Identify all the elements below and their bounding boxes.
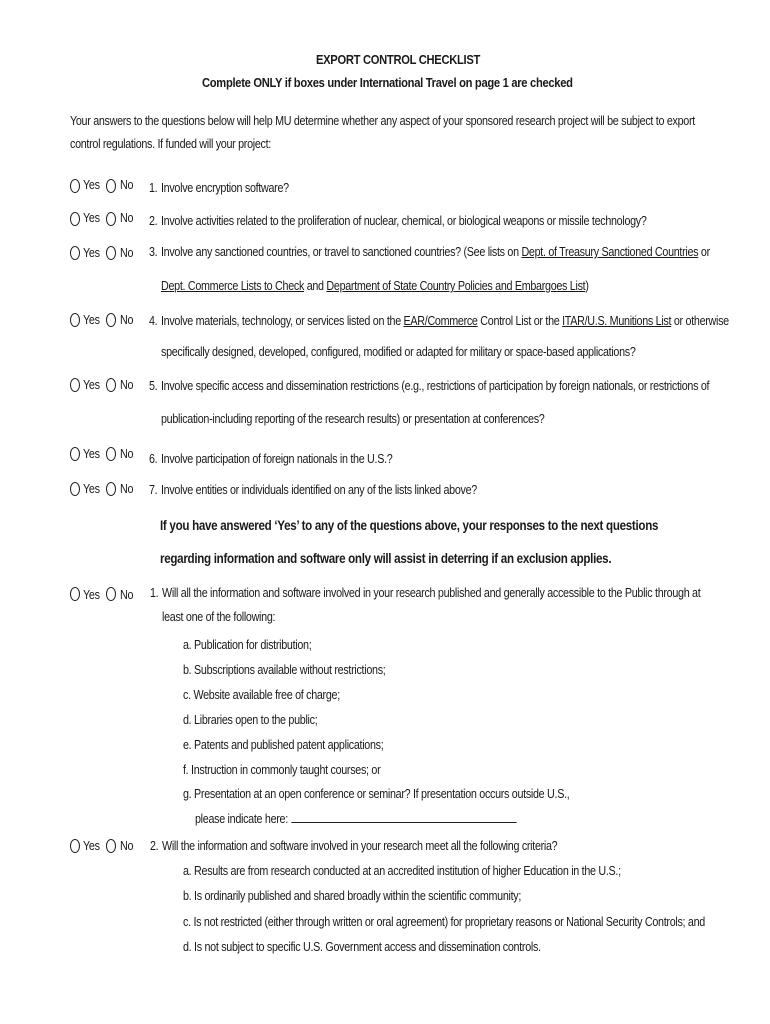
q7-no-radio[interactable] [106, 482, 116, 496]
ex1-item: c. Website available free of charge; [183, 688, 340, 702]
q5-no-label: No [120, 378, 134, 392]
q7-yes-radio[interactable] [70, 482, 80, 496]
q6-text: Involve participation of foreign nationals in the U.S.? [161, 452, 393, 466]
q6-no-label: No [120, 447, 134, 461]
ex1-number: 1. [150, 586, 159, 600]
ex2-no-radio[interactable] [106, 839, 116, 853]
ex1-item: e. Patents and published patent applications; [183, 738, 384, 752]
q2-no-label: No [120, 211, 134, 225]
q7-yes-label: Yes [83, 482, 100, 496]
q3-text-c: and [304, 279, 327, 293]
q5-line-1: Involve specific access and dissemination restrictions (e.g., restrictions of participation by foreign nationals, or restrictions of [161, 379, 710, 393]
q2-number: 2. [149, 214, 158, 228]
q7-text: Involve entities or individuals identified on any of the lists linked above? [161, 483, 477, 497]
q1-no-radio[interactable] [106, 179, 116, 193]
q2-yes-radio[interactable] [70, 212, 80, 226]
q4-yes-label: Yes [83, 313, 100, 327]
q6-no-radio[interactable] [106, 447, 116, 461]
q3-line-2 [161, 279, 589, 294]
ex2-item: c. Is not restricted (either through written or oral agreement) for proprietary reasons or National Security Controls; and [183, 915, 705, 929]
q6-yes-label: Yes [83, 447, 100, 461]
q1-yes-radio[interactable] [70, 179, 80, 193]
exclusion-note-line-1: If you have answered ‘Yes’ to any of the questions above, your responses to the next questions [160, 518, 659, 533]
q3-text-a: Involve any sanctioned countries, or travel to sanctioned countries? (See lists on [161, 245, 522, 259]
indicate-label: please indicate here: [195, 812, 288, 826]
ex1-line-2: least one of the following: [162, 610, 276, 624]
q4-number: 4. [149, 314, 158, 328]
q2-text: Involve activities related to the proliferation of nuclear, chemical, or biological weapons or missile technology? [161, 214, 647, 228]
ear-commerce-link[interactable]: EAR/Commerce [403, 314, 478, 328]
q4-text-b: Control List or the [477, 314, 563, 328]
q5-yes-radio[interactable] [70, 378, 80, 392]
ex1-item: b. Subscriptions available without restrictions; [183, 663, 386, 677]
q1-yes-label: Yes [83, 178, 100, 192]
q1-number: 1. [149, 181, 158, 195]
q5-yes-label: Yes [83, 378, 100, 392]
q2-yes-label: Yes [83, 211, 100, 225]
itar-munitions-link[interactable]: ITAR/U.S. Munitions List [562, 314, 672, 328]
q7-number: 7. [149, 483, 158, 497]
ex1-yes-label: Yes [83, 588, 100, 602]
ex1-yes-radio[interactable] [70, 587, 80, 601]
page-title: EXPORT CONTROL CHECKLIST [316, 52, 481, 67]
q3-yes-label: Yes [83, 246, 100, 260]
ex1-no-radio[interactable] [106, 587, 116, 601]
q3-no-label: No [120, 246, 134, 260]
ex2-number: 2. [150, 839, 159, 853]
ex2-item: b. Is ordinarily published and shared broadly within the scientific community; [183, 889, 522, 903]
q5-number: 5. [149, 379, 158, 393]
page-subtitle: Complete ONLY if boxes under International Travel on page 1 are checked [202, 75, 573, 90]
ex1-item: d. Libraries open to the public; [183, 713, 318, 727]
state-embargoes-link[interactable]: Department of State Country Policies and Embargoes List [326, 279, 586, 293]
ex1-line-1: Will all the information and software involved in your research published and generally accessible to the Public through at [162, 586, 701, 600]
q3-yes-radio[interactable] [70, 246, 80, 260]
commerce-lists-link[interactable]: Dept. Commerce Lists to Check [161, 279, 305, 293]
q4-line-2: specifically designed, developed, configured, modified or adapted for military or space-based applications? [161, 345, 636, 359]
ex1-item: f. Instruction in commonly taught courses; or [183, 763, 381, 777]
intro-line-2: control regulations. If funded will your project: [70, 137, 271, 151]
q5-line-2: publication-including reporting of the research results) or presentation at conferences? [161, 412, 545, 426]
q3-line-1 [161, 245, 710, 260]
q1-no-label: No [120, 178, 134, 192]
ex2-no-label: No [120, 839, 134, 853]
indicate-row [195, 811, 517, 827]
q3-text-d: ) [585, 279, 589, 293]
q3-number: 3. [149, 245, 158, 259]
q3-no-radio[interactable] [106, 246, 116, 260]
ex2-item: d. Is not subject to specific U.S. Government access and dissemination controls. [183, 940, 541, 954]
q7-no-label: No [120, 482, 134, 496]
ex2-yes-radio[interactable] [70, 839, 80, 853]
ex2-text: Will the information and software involved in your research meet all the following criteria? [162, 839, 558, 853]
q4-yes-radio[interactable] [70, 313, 80, 327]
ex1-item: g. Presentation at an open conference or seminar? If presentation occurs outside U.S., [183, 787, 570, 801]
presentation-location-field[interactable] [291, 811, 516, 823]
q4-line-1 [161, 314, 729, 329]
q5-no-radio[interactable] [106, 378, 116, 392]
q4-text-a: Involve materials, technology, or services listed on the [161, 314, 404, 328]
q1-text: Involve encryption software? [161, 181, 289, 195]
q6-yes-radio[interactable] [70, 447, 80, 461]
ex2-item: a. Results are from research conducted at an accredited institution of higher Education in the U.S.; [183, 864, 621, 878]
ex1-item: a. Publication for distribution; [183, 638, 312, 652]
ex1-no-label: No [120, 588, 134, 602]
q4-text-c: or otherwise [671, 314, 729, 328]
q2-no-radio[interactable] [106, 212, 116, 226]
intro-line-1: Your answers to the questions below will help MU determine whether any aspect of your sponsored research project will be subject to export [70, 114, 695, 128]
q4-no-label: No [120, 313, 134, 327]
ex2-yes-label: Yes [83, 839, 100, 853]
q3-text-b: or [698, 245, 710, 259]
treasury-sanctions-link[interactable]: Dept. of Treasury Sanctioned Countries [521, 245, 699, 259]
exclusion-note-line-2: regarding information and software only will assist in deterring if an exclusion applies. [160, 551, 612, 566]
q6-number: 6. [149, 452, 158, 466]
q4-no-radio[interactable] [106, 313, 116, 327]
